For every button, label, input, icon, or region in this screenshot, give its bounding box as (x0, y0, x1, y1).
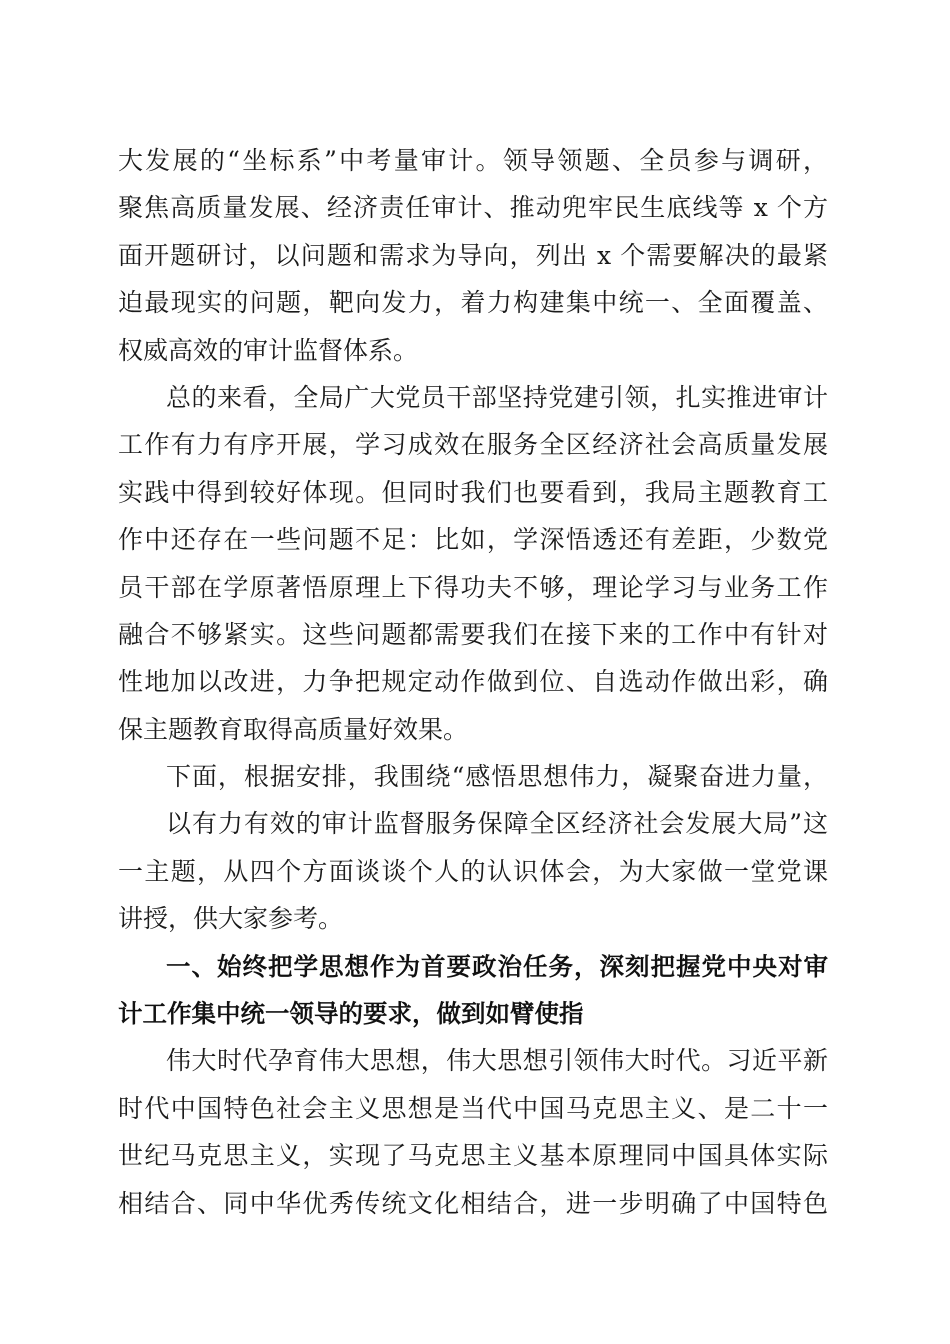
text-line: 工作有力有序开展，学习成效在服务全区经济社会高质量发展 (118, 430, 828, 460)
text-line: 讲授，供大家参考。 (118, 904, 344, 934)
paragraph-1 (118, 137, 828, 374)
heading-line: 一、始终把学思想作为首要政治任务，深刻把握党中央对审 (166, 951, 828, 981)
text-line: 性地加以改进，力争把规定动作做到位、自选动作做出彩，确 (118, 667, 828, 697)
paragraph-2 (118, 374, 828, 753)
text-line: 权威高效的审计监督体系。 (118, 335, 419, 365)
text-line: 以有力有效的审计监督服务保障全区经济社会发展大局”这 (166, 809, 828, 839)
heading-line: 计工作集中统一领导的要求，做到如臂使指 (118, 999, 584, 1029)
section-heading-1 (118, 943, 828, 1038)
text-line: 聚焦高质量发展、经济责任审计、推动兜牢民生底线等 x 个方 (118, 193, 828, 223)
text-line: 大发展的“坐标系”中考量审计。领导领题、全员参与调研， (118, 146, 828, 175)
text-line: 实践中得到较好体现。但同时我们也要看到，我局主题教育工 (118, 477, 828, 507)
document-body (118, 137, 828, 1227)
text-line: 伟大时代孕育伟大思想，伟大思想引领伟大时代。习近平新 (166, 1046, 828, 1076)
text-line: 下面，根据安排，我围绕“感悟思想伟力，凝聚奋进力量， (166, 762, 828, 792)
text-line: 作中还存在一些问题不足：比如，学深悟透还有差距，少数党 (118, 525, 828, 555)
text-line: 总的来看，全局广大党员干部坚持党建引领，扎实推进审计 (166, 382, 828, 412)
text-line: 迫最现实的问题，靶向发力，着力构建集中统一、全面覆盖、 (118, 288, 828, 318)
text-line: 一主题，从四个方面谈谈个人的认识体会，为大家做一堂党课 (118, 856, 828, 886)
text-line: 相结合、同中华优秀传统文化相结合，进一步明确了中国特色 (118, 1188, 828, 1218)
paragraph-3 (118, 753, 828, 943)
text-line: 面开题研讨，以问题和需求为导向，列出 x 个需要解决的最紧 (118, 240, 828, 270)
text-line: 员干部在学原著悟原理上下得功夫不够，理论学习与业务工作 (118, 572, 828, 602)
text-line: 融合不够紧实。这些问题都需要我们在接下来的工作中有针对 (118, 619, 828, 649)
text-line: 世纪马克思主义，实现了马克思主义基本原理同中国具体实际 (118, 1141, 828, 1171)
text-line: 时代中国特色社会主义思想是当代中国马克思主义、是二十一 (118, 1093, 828, 1123)
paragraph-4 (118, 1037, 828, 1227)
text-line: 保主题教育取得高质量好效果。 (118, 714, 469, 744)
